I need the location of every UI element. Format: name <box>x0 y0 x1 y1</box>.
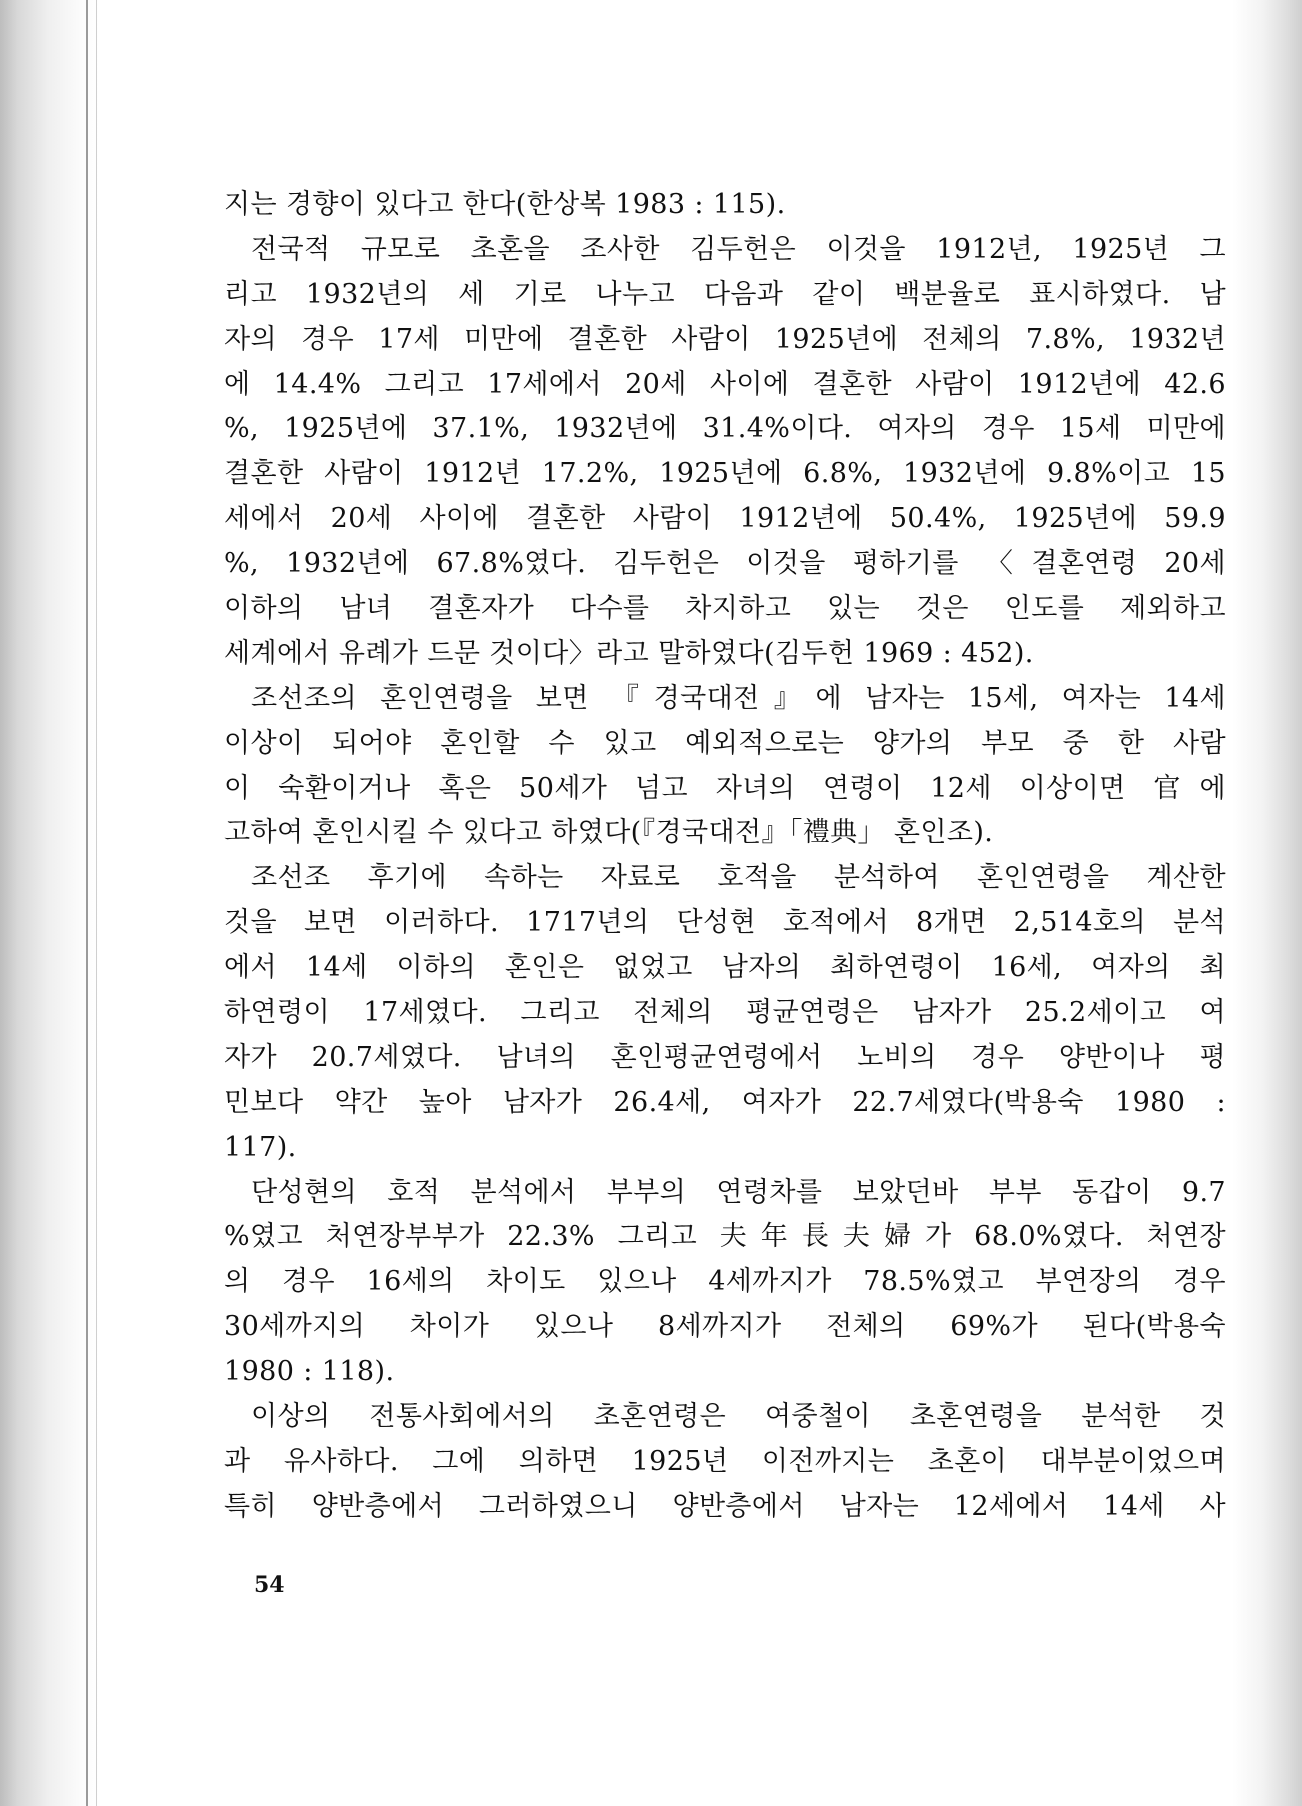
text-line: 리고 1932년의 세 기로 나누고 다음과 같이 백분율로 표시하였다. 남 <box>224 278 1226 310</box>
text-line: 자가 20.7세였다. 남녀의 혼인평균연령에서 노비의 경우 양반이나 평 <box>224 1041 1226 1073</box>
text-line: 이 숙환이거나 혹은 50세가 넘고 자녀의 연령이 12세 이상이면 官에 <box>224 772 1226 804</box>
text-line: 것을 보면 이러하다. 1717년의 단성현 호적에서 8개면 2,514호의 분석 <box>224 907 1226 939</box>
text-line: 1980 : 118). <box>224 1356 395 1388</box>
text-line: 하연령이 17세였다. 그리고 전체의 평균연령은 남자가 25.2세이고 여 <box>224 997 1226 1029</box>
page-right-shadow <box>1232 0 1302 1806</box>
text-line: 전국적 규모로 초혼을 조사한 김두헌은 이것을 1912년, 1925년 그 <box>251 233 1226 265</box>
text-line: 이상이 되어야 혼인할 수 있고 예외적으로는 양가의 부모 중 한 사람 <box>224 727 1226 759</box>
text-line: 민보다 약간 높아 남자가 26.4세, 여자가 22.7세였다(박용숙 1980 : <box>224 1086 1226 1118</box>
text-line: 단성현의 호적 분석에서 부부의 연령차를 보았던바 부부 동갑이 9.7 <box>251 1176 1226 1208</box>
text-line: %, 1925년에 37.1%, 1932년에 31.4%이다. 여자의 경우 15세 미만에 <box>224 413 1226 445</box>
text-line: 에 14.4% 그리고 17세에서 20세 사이에 결혼한 사람이 1912년에 42.6 <box>224 368 1226 400</box>
book-page <box>101 0 1231 1806</box>
paragraph <box>224 677 1226 857</box>
text-line: %였고 처연장부부가 22.3% 그리고 夫年長夫婦가 68.0%였다. 처연장 <box>224 1221 1226 1253</box>
text-line: %, 1932년에 67.8%였다. 김두헌은 이것을 평하기를 〈결혼연령 20세 <box>224 548 1226 580</box>
text-line: 결혼한 사람이 1912년 17.2%, 1925년에 6.8%, 1932년에 9.8%이고 15 <box>224 458 1226 490</box>
page-binding-shadow <box>0 0 100 1806</box>
text-line: 조선조 후기에 속하는 자료로 호적을 분석하여 혼인연령을 계산한 <box>251 862 1226 894</box>
text-line: 세에서 20세 사이에 결혼한 사람이 1912년에 50.4%, 1925년에 59.9 <box>224 503 1226 535</box>
page-number: 54 <box>254 1572 285 1598</box>
paragraph <box>224 228 1226 677</box>
text-line: 지는 경향이 있다고 한다(한상복 1983 : 115). <box>224 189 786 220</box>
paragraph <box>224 183 1226 228</box>
paragraph <box>224 1171 1226 1395</box>
paragraph <box>224 856 1226 1170</box>
text-line: 이상의 전통사회에서의 초혼연령은 여중철이 초혼연령을 분석한 것 <box>251 1401 1226 1433</box>
text-line: 과 유사하다. 그에 의하면 1925년 이전까지는 초혼이 대부분이었으며 <box>224 1445 1226 1477</box>
text-line: 이하의 남녀 결혼자가 다수를 차지하고 있는 것은 인도를 제외하고 <box>224 593 1226 625</box>
text-line: 에서 14세 이하의 혼인은 없었고 남자의 최하연령이 16세, 여자의 최 <box>224 952 1226 984</box>
text-line: 117). <box>224 1131 297 1163</box>
text-line: 세계에서 유례가 드문 것이다〉라고 말하였다(김두헌 1969 : 452). <box>224 637 1034 669</box>
text-line: 특히 양반층에서 그러하였으니 양반층에서 남자는 12세에서 14세 사 <box>224 1490 1226 1522</box>
text-line: 30세까지의 차이가 있으나 8세까지가 전체의 69%가 된다(박용숙 <box>224 1311 1226 1343</box>
text-line: 자의 경우 17세 미만에 결혼한 사람이 1925년에 전체의 7.8%, 1932년 <box>224 323 1226 355</box>
text-line: 의 경우 16세의 차이도 있으나 4세까지가 78.5%였고 부연장의 경우 <box>224 1266 1226 1298</box>
body-text <box>224 183 1226 1530</box>
text-line: 조선조의 혼인연령을 보면 『경국대전』에 남자는 15세, 여자는 14세 <box>251 682 1226 714</box>
text-line: 고하여 혼인시킬 수 있다고 하였다(『경국대전』「禮典」 혼인조). <box>224 817 994 849</box>
page-edge-line <box>86 0 88 1806</box>
paragraph <box>224 1395 1226 1530</box>
page-edge-line-inner <box>96 0 97 1806</box>
